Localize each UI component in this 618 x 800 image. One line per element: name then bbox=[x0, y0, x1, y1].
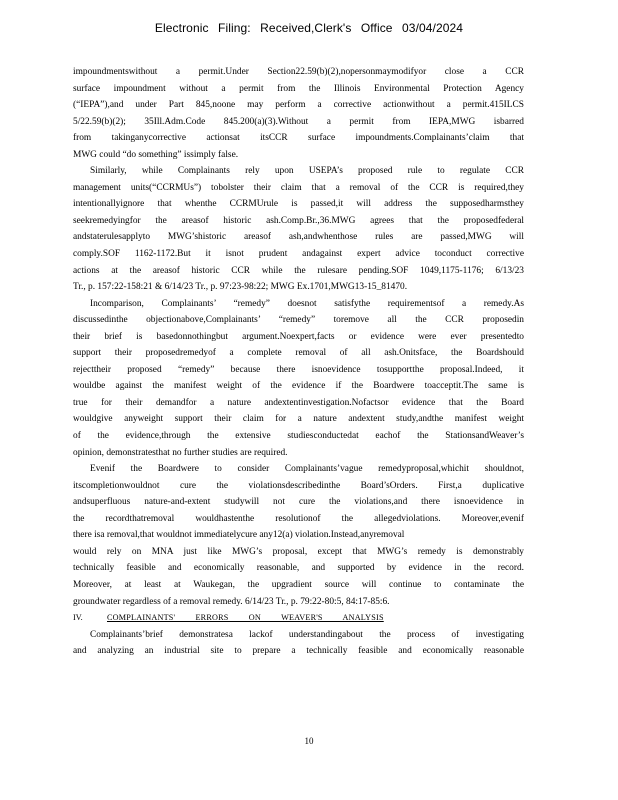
text-line: (“IEPA”),and under Part 845,noone may perform a corrective actionwithout a permit.415ILCS bbox=[73, 100, 524, 111]
closing-paragraph bbox=[73, 627, 524, 660]
text-line: of the evidence,through the extensive studiesconductedat eachof the StationsandWeaver’s bbox=[73, 431, 524, 442]
text-line: Evenif the Boardwere to consider Complainants’vague remedyproposal,whichit shouldnot, bbox=[90, 464, 524, 475]
text-line: andstaterulesapplyto MWG’shistoric areasof ash,andwhenthose rules are passed,MWG will bbox=[73, 232, 524, 243]
filing-header: Electronic Filing: Received,Clerk's Office 03/04/2024 bbox=[154, 21, 464, 35]
text-line: actions at the areasof historic CCR while the rulesare pending.SOF 1049,1175-1176; 6/13/23 bbox=[73, 265, 524, 276]
text-line: MWG could “do something” issimply false. bbox=[73, 149, 239, 160]
text-line: opinion, demonstratesthat no further studies are required. bbox=[73, 447, 288, 458]
text-line: rejecttheir proposed “remedy” because there isnoevidence tosupportthe proposal.Indeed, it bbox=[73, 364, 524, 375]
text-line: discussedinthe objectionabove,Complainants’ “remedy” toremove all the CCR proposedin bbox=[73, 315, 524, 326]
text-line: wouldgive anyweight support their claim for a nature andextent study,andthe manifest weight bbox=[73, 414, 524, 425]
text-line: true for their demandfor a nature andextentinvestigation.Nofactsor evidence that the Board bbox=[73, 397, 524, 408]
text-line: and analyzing an industrial site to prepare a technically feasible and economically reasonable bbox=[73, 646, 524, 657]
text-line: from takinganycorrective actionsat itsCCR surface impoundments.Complainants’claim that bbox=[73, 133, 524, 144]
text-line: their brief is basedonnothingbut argument.Noexpert,facts or evidence were ever presentedto bbox=[73, 331, 524, 342]
section-number: IV. bbox=[73, 613, 83, 623]
text-line: itscompletionwouldnot cure the violationsdescribedinthe Board’sOrders. First,a duplicative bbox=[73, 480, 524, 491]
text-line: Incomparison, Complainants’ “remedy” doesnot satisfythe requirementsof a remedy.As bbox=[90, 298, 524, 309]
page-number: 10 bbox=[304, 736, 314, 746]
text-line: surface impoundment without a permit from the Illinois Environmental Protection Agency bbox=[73, 83, 524, 94]
text-line: the recordthatremoval wouldhastenthe resolutionof the allegedviolations. Moreover,evenif bbox=[73, 513, 524, 524]
text-line: there isa removal,that wouldnot immediatelycure any12(a) violation.Instead,anyremoval bbox=[73, 530, 405, 541]
text-line: comply.SOF 1162-1172.But it isnot prudent andagainst expert advice toconduct corrective bbox=[73, 249, 524, 260]
body-text bbox=[73, 64, 524, 660]
text-line: seekremedyingfor the areasof historic ash.Comp.Br.,36.MWG agrees that the proposedfederal bbox=[73, 215, 524, 226]
text-line: 5/22.59(b)(2); 35Ill.Adm.Code 845.200(a)(3).Without a permit from IEPA,MWG isbarred bbox=[73, 116, 524, 127]
text-line: Moreover, at least at Waukegan, the upgradient source will continue to contaminate the bbox=[73, 579, 524, 590]
text-line: technically feasible and economically reasonable, and supported by evidence in the record. bbox=[73, 563, 524, 574]
text-line: Complainants’brief demonstratesa lackof understandingabout the process of investigating bbox=[90, 629, 524, 640]
section-title: COMPLAINANTS' ERRORS ON WEAVER'S ANALYSIS bbox=[107, 613, 384, 623]
text-line: andsuperfluous nature-and-extent studywill not cure the violations,and there isnoevidence in bbox=[73, 497, 524, 508]
text-line: support their proposedremedyof a complete removal of all ash.Onitsface, the Boardshould bbox=[73, 348, 524, 359]
section-heading bbox=[73, 610, 524, 627]
text-line: impoundmentswithout a permit.Under Section22.59(b)(2),nopersonmaymodifyor close a CCR bbox=[73, 67, 524, 77]
text-line: wouldbe against the manifest weight of the evidence if the Boardwere toacceptit.The same is bbox=[73, 381, 524, 392]
text-line: intentionallyignore that whenthe CCRMUrule is passed,it will address the supposedharmsthey bbox=[73, 199, 524, 210]
text-line: would rely on MNA just like MWG’s proposal, except that MWG’s remedy is demonstrably bbox=[73, 546, 524, 557]
text-line: groundwater regardless of a removal remedy. 6/14/23 Tr., p. 79:22-80:5, 84:17-85:6. bbox=[73, 596, 390, 607]
body-paragraphs bbox=[73, 64, 524, 610]
text-line: Tr., p. 157:22-158:21 & 6/14/23 Tr., p. 97:23-98:22; MWG Ex.1701,MWG13-15_81470. bbox=[73, 282, 408, 293]
text-line: Similarly, while Complainants rely upon USEPA’s proposed rule to regulate CCR bbox=[90, 166, 524, 177]
text-line: management units(“CCRMUs”) tobolster their claim that a removal of the CCR is required,they bbox=[73, 182, 524, 193]
